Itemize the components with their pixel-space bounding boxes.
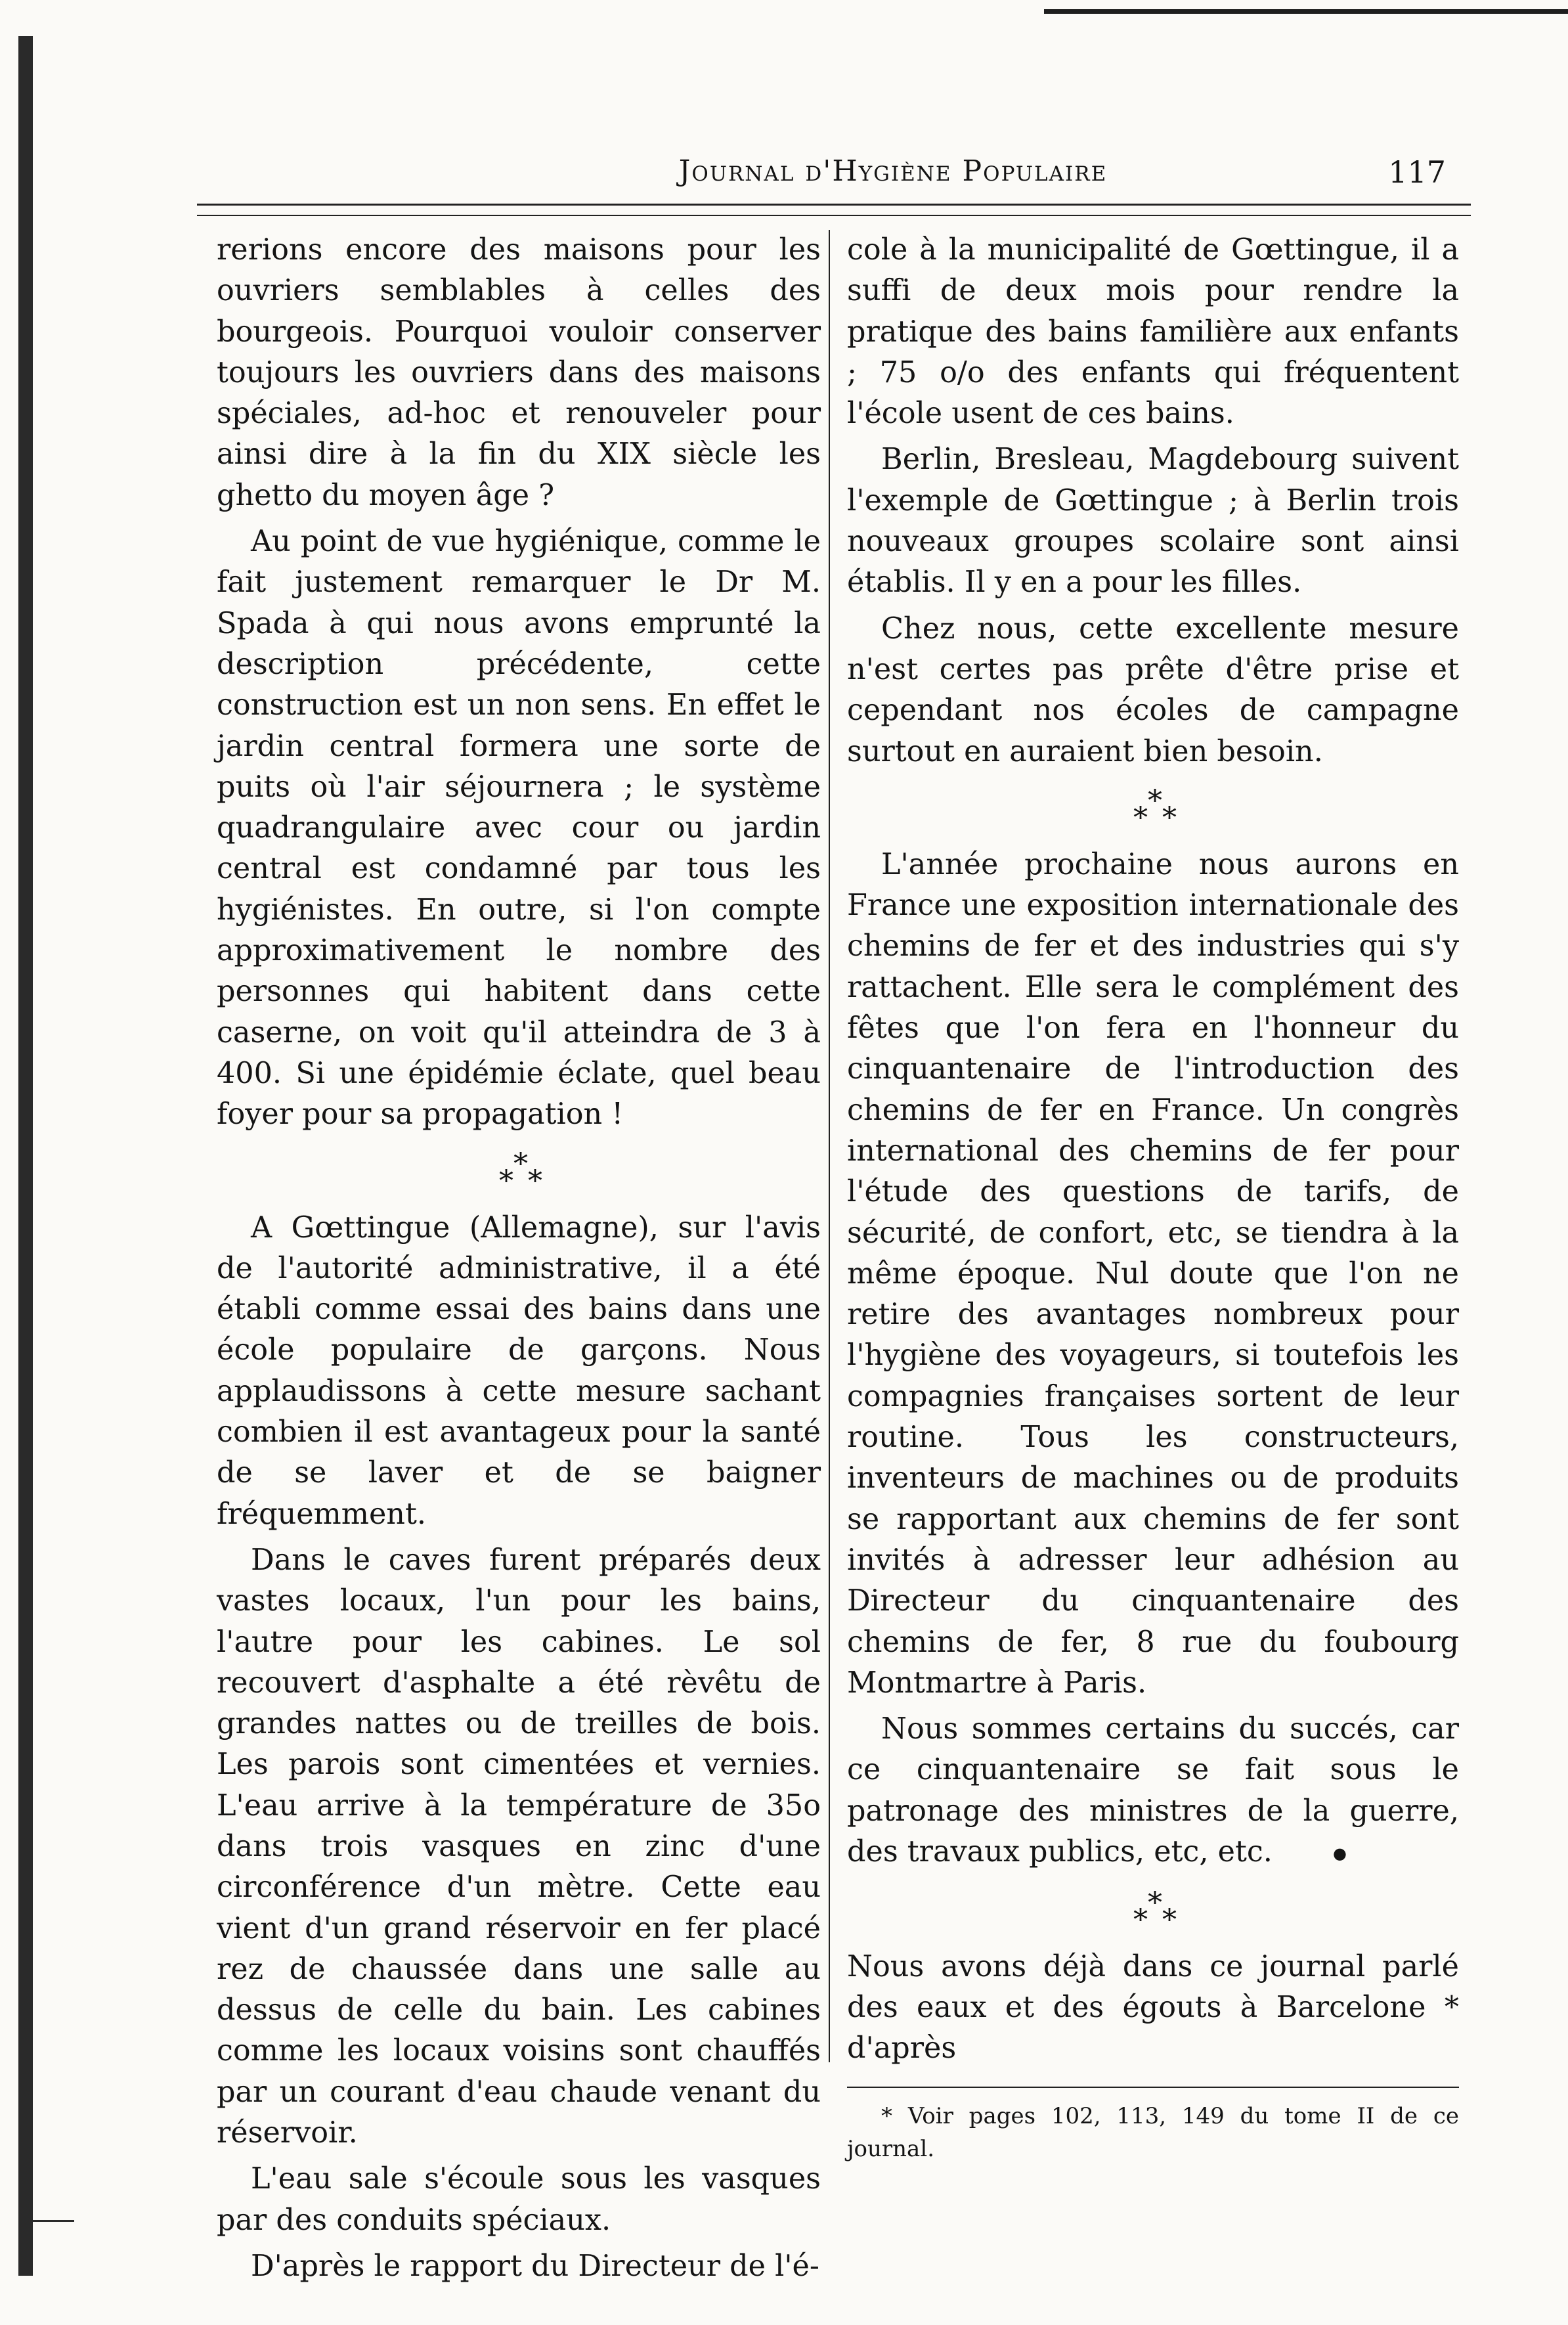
paragraph: Au point de vue hygiénique, comme le fait justement remarquer le Dr M. Spada à qui nous avons emprunté la description précédente, cette construction est un non sens. En effet le jardin central formera une sorte de puits où l'air séjournera ; le système quadrangulaire avec cour ou jardin central est condamné par tous les hygiénistes. En outre, si l'on compte approximativement le nombre des personnes qui habitent dans cette caserne, on voit qu'il atteindra de 3 à 400. Si une épidémie éclate, quel beau foyer pour sa propagation ! [217, 525, 821, 1132]
section-asterism [217, 1145, 821, 1203]
paragraph: Berlin, Bresleau, Magdebourg suivent l'exemple de Gœttingue ; à Berlin trois nouveaux groupes scolaire sont ainsi établis. Il y en a pour les filles. [847, 443, 1459, 600]
asterism-star: * [1148, 1886, 1162, 1920]
asterism-star: * [1162, 1903, 1177, 1937]
column-divider [829, 230, 830, 2062]
asterism-star: * [499, 1164, 513, 1198]
paragraph-text: Nous sommes certains du succés, car ce cinquantenaire se fait sous le patronage des ministres de la guerre, des travaux publics, etc, etc. [847, 1712, 1459, 1869]
asterism-star: * [1133, 1903, 1148, 1937]
running-title: Journal d'Hygiène Populaire [678, 154, 1108, 188]
asterism-star: * [1162, 801, 1177, 835]
section-asterism [847, 1884, 1459, 1941]
right-column [847, 230, 1459, 2165]
section-asterism [847, 782, 1459, 839]
paragraph: L'eau sale s'écoule sous les vasques par des conduits spéciaux. [217, 2162, 821, 2237]
paragraph: cole à la municipalité de Gœttingue, il a suffi de deux mois pour rendre la pratique des bains familière aux enfants ; 75 o/o des enfants qui fréquentent l'école usent de ces bains. [847, 233, 1459, 431]
left-column [217, 230, 821, 2287]
scan-border-left [18, 36, 33, 2276]
footnote: * Voir pages 102, 113, 149 du tome II de ce journal. [847, 2102, 1459, 2162]
paragraph: rerions encore des maisons pour les ouvriers semblables à celles des bourgeois. Pourquoi vouloir conserver toujours les ouvriers dans des maisons spéciales, ad-hoc et renouveler pour ainsi dire à la fin du XIX siècle les ghetto du moyen âge ? [217, 233, 821, 512]
paragraph: D'après le rapport du Directeur de l'é- [251, 2249, 819, 2283]
paragraph [847, 1709, 1459, 1874]
asterism-star: * [528, 1164, 542, 1198]
paragraph: Dans le caves furent préparés deux vastes locaux, l'un pour les bains, l'autre pour les cabines. Le sol recouvert d'asphalte a été rèvêtu de grandes nattes ou de treilles de bois. Les parois sont cimentées et vernies. L'eau arrive à la température de 35o dans trois vasques en zinc d'une circonférence d'un mètre. Cette eau vient d'un grand réservoir en fer placé rez de chaussée dans une salle au dessus de celle du bain. Les cabines comme les locaux voisins sont chauffés par un courant d'eau chaude venant du réservoir. [217, 1543, 821, 2150]
footnote-rule [847, 2087, 1459, 2088]
scan-border-corner [26, 2207, 74, 2222]
header-double-rule [197, 204, 1471, 216]
asterism-star: * [1148, 784, 1162, 818]
asterism-star: * [1133, 801, 1148, 835]
paragraph: Nous avons déjà dans ce journal parlé des eaux et des égouts à Barcelone * d'après [847, 1949, 1459, 2066]
stray-dot-icon: ● [1332, 1844, 1347, 1863]
scan-border-top [1044, 9, 1568, 14]
paragraph: L'année prochaine nous aurons en France une exposition internationale des chemins de fer et des industries qui s'y rattachent. Elle sera le complément des fêtes que l'on fera en l'honneur du cinquantenaire de l'introduction des chemins de fer en France. Un congrès international des chemins de fer pour l'étude des questions de tarifs, de sécurité, de confort, etc, se tiendra à la même époque. Nul doute que l'on ne retire des avantages nombreux pour l'hygiène des voyageurs, si toutefois les compagnies françaises sortent de leur routine. Tous les constructeurs, inventeurs de machines ou de produits se rapportant aux chemins de fer sont invités à adresser leur adhésion au Directeur du cinquantenaire des chemins de fer, 8 rue du foubourg Montmartre à Paris. [847, 847, 1459, 1700]
asterism-star: * [513, 1147, 528, 1181]
page-number: 117 [1388, 154, 1446, 190]
paragraph: A Gœttingue (Allemagne), sur l'avis de l'autorité administrative, il a été établi comme essai des bains dans une école populaire de garçons. Nous applaudissons à cette mesure sachant combien il est avantageux pour la santé de se laver et de se baigner fréquemment. [217, 1210, 821, 1531]
paragraph: Chez nous, cette excellente mesure n'est certes pas prête d'être prise et cependant nos écoles de campagne surtout en auraient bien besoin. [847, 611, 1459, 768]
page-header [197, 154, 1471, 194]
